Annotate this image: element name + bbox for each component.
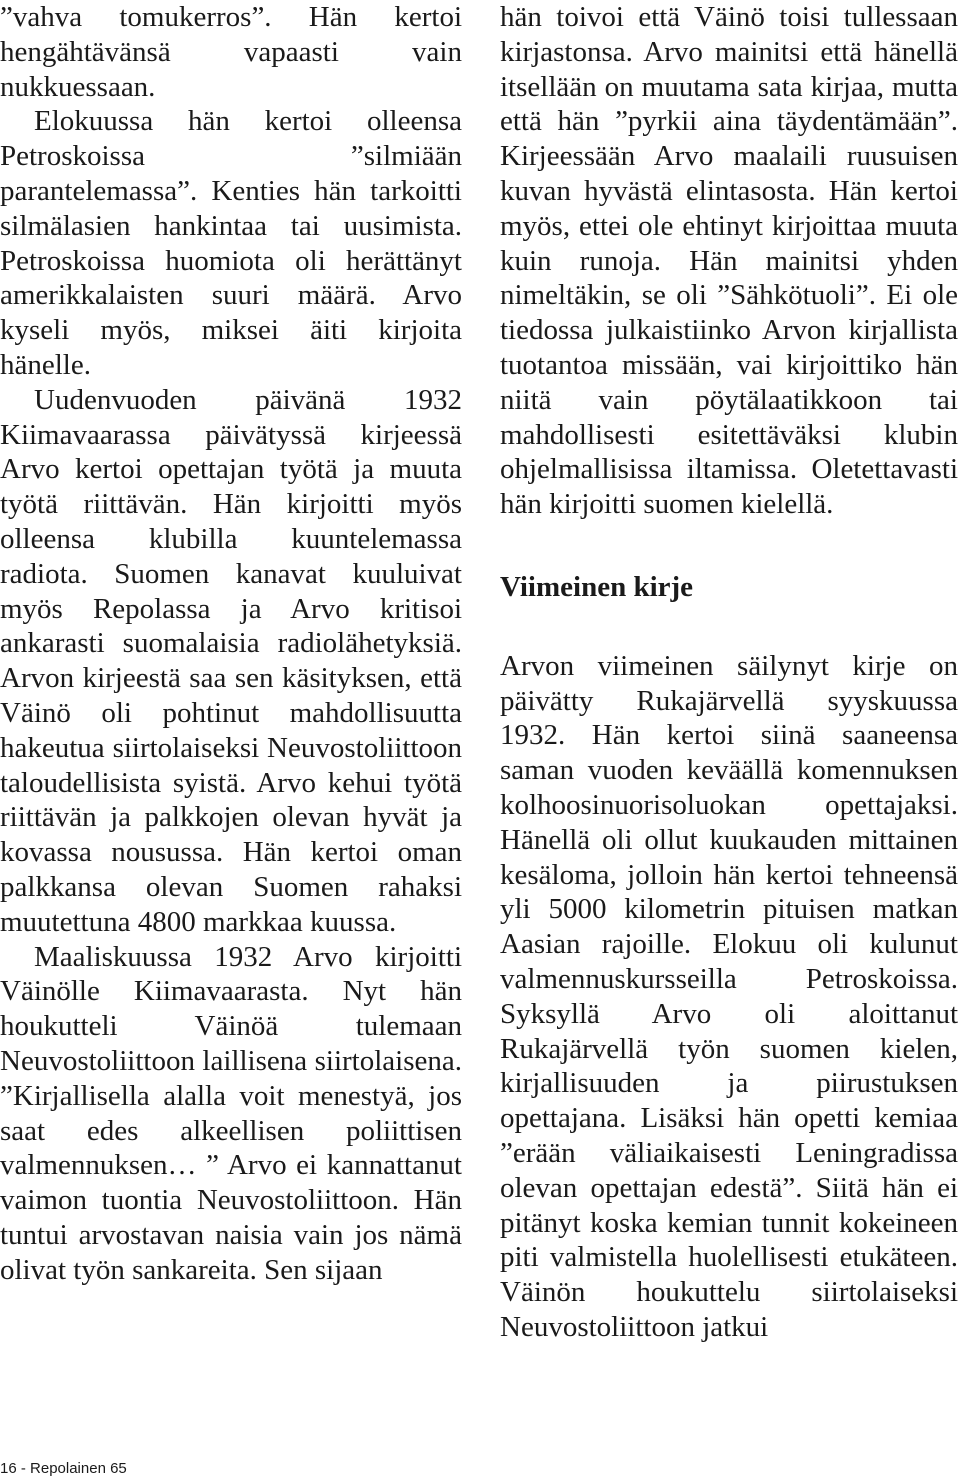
section-heading: Viimeinen kirje	[500, 570, 694, 603]
right-column	[500, 0, 958, 1345]
paragraph-august: Elokuussa hän kertoi olleensa Petroskoissa ”silmiään parantelemassa”. Kenties hän tarkoitti silmälasien hankintaa tai uusimista. Petroskoissa huomiota oli herättänyt amerikkalaisten suuri määrä. Arvo kyseli myös, miksei äiti kirjoita hänelle.	[0, 105, 462, 381]
paragraph-last-letter: Arvon viimeinen säilynyt kirje on päivätty Rukajärvellä syyskuussa 1932. Hän kertoi siinä saaneensa saman vuoden keväällä komennuksen kolhoosinuorisoluokan opettajaksi. Hänellä oli ollut kuukauden mittainen kesäloma, jolloin hän kertoi tehneensä yli 5000 kilometrin pituisen matkan Aasian rajoille. Elokuu oli kulunut valmennuskursseilla Petroskoissa. Syksyllä Arvo oli aloittanut Rukajärvellä työn suomen kielen, kirjallisuuden ja piirustuksen opettajana. Lisäksi hän opetti kemiaa ”erään väliaikaisesti Leningradissa olevan opettajan edestä”. Siitä hän ei pitänyt koska kemian tunnit kokeineen piti valmistella huolellisesti etukäteen. Väinön houkuttelu siirtolaiseksi Neuvostoliittoon jatkui	[500, 649, 958, 1343]
paragraph-library: hän toivoi että Väinö toisi tullessaan kirjastonsa. Arvo mainitsi että hänellä itsellään on muutama sata kirjaa, mutta että hän ”pyrkii aina täydentämään”. Kirjeessään Arvo maalaili ruusuisen kuvan hyvästä elintasosta. Hän kertoi myös, ettei ole ehtinyt kirjoittaa muuta kuin runoja. Hän mainitsi yhden nimeltäkin, se oli ”Sähkötuoli”. Ei ole tiedossa julkaistiinko Arvon kirjallista tuotantoa missään, vai kirjoittiko hän niitä vain pöytälaatikkoon tai mahdollisesti esitettäväksi klubin ohjelmallisissa iltamissa. Oletettavasti hän kirjoitti suomen kielellä.	[500, 1, 958, 521]
paragraph-march-1932: Maaliskuussa 1932 Arvo kirjoitti Väinölle Kiimavaarasta. Nyt hän houkutteli Väinöä tulemaan Neuvostoliittoon laillisena siirtolaisena. ”Kirjallisella alalla voit menestyä, jos saat edes alkeellisen poliittisen valmennuksen… ” Arvo ei kannattanut vaimon tuontia Neuvostoliittoon. Hän tuntui arvostavan naisia vain jos nämä olivat työn sankareita. Sen sijaan	[0, 940, 462, 1286]
page-footer: 16 - Repolainen 65	[0, 1460, 127, 1477]
paragraph-new-year-1932: Uudenvuoden päivänä 1932 Kiimavaarassa päivätyssä kirjeessä Arvo kertoi opettajan työtä ja muuta työtä riittävän. Hän kirjoitti myös olleensa klubilla kuuntelemassa radiota. Suomen kanavat kuuluivat myös Repolassa ja Arvo kritisoi ankarasti suomalaisia radiolähetyksiä. Arvon kirjeestä saa sen käsityksen, että Väinö oli pohtinut mahdollisuutta hakeutua siirtolaiseksi Neuvostoliittoon taloudellisista syistä. Arvo kehui työtä riittävän ja palkkojen olevan hyvät ja kovassa nousussa. Hän kertoi oman palkkansa olevan Suomen rahaksi muutettuna 4800 markkaa kuussa.	[0, 383, 462, 938]
left-column	[0, 0, 462, 1287]
paragraph-continuation: ”vahva tomukerros”. Hän kertoi hengähtävänsä vapaasti vain nukkuessaan.	[0, 1, 462, 103]
